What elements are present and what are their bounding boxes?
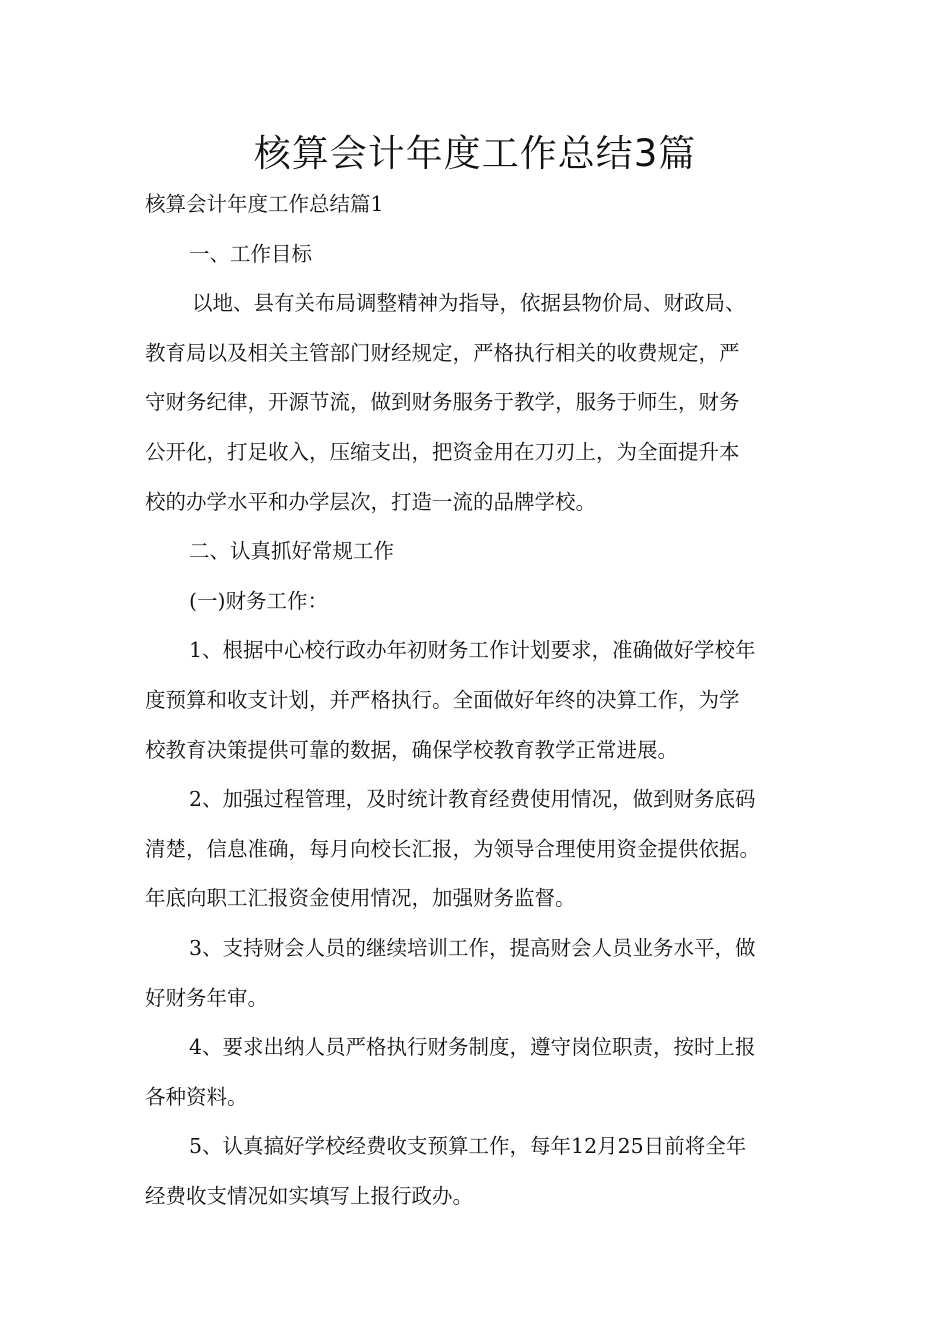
paragraph-heading: 二、认真抓好常规工作 — [189, 539, 394, 564]
paragraph-line: 公开化，打足收入，压缩支出，把资金用在刀刃上，为全面提升本 — [145, 439, 740, 464]
document-body — [145, 180, 815, 1221]
paragraph-line: 教育局以及相关主管部门财经规定，严格执行相关的收费规定，严 — [145, 340, 740, 365]
paragraph-heading: (一)财务工作： — [189, 588, 328, 613]
paragraph-line: 守财务纪律，开源节流，做到财务服务于教学，服务于师生，财务 — [145, 390, 740, 415]
paragraph-heading: 一、工作目标 — [189, 241, 312, 266]
paragraph-line: 以地、县有关布局调整精神为指导，依据县物价局、财政局、 — [192, 291, 746, 316]
paragraph-line: 4、要求出纳人员严格执行财务制度，遵守岗位职责，按时上报 — [189, 1035, 756, 1060]
paragraph-line: 度预算和收支计划，并严格执行。全面做好年终的决算工作，为学 — [145, 687, 740, 712]
section-heading: 核算会计年度工作总结篇1 — [145, 192, 384, 216]
paragraph-line: 好财务年审。 — [145, 985, 268, 1010]
paragraph-line: 经费收支情况如实填写上报行政办。 — [145, 1183, 473, 1208]
paragraph-line: 年底向职工汇报资金使用情况，加强财务监督。 — [145, 886, 576, 911]
paragraph-line: 1、根据中心校行政办年初财务工作计划要求，准确做好学校年 — [189, 638, 756, 663]
paragraph-line: 5、认真搞好学校经费收支预算工作，每年12月25日前将全年 — [189, 1134, 747, 1159]
document-title: 核算会计年度工作总结3篇 — [253, 132, 697, 175]
paragraph-line: 2、加强过程管理，及时统计教育经费使用情况，做到财务底码 — [189, 787, 756, 812]
paragraph-line: 各种资料。 — [145, 1084, 248, 1109]
paragraph-line: 清楚，信息准确，每月向校长汇报，为领导合理使用资金提供依据。 — [145, 836, 760, 861]
paragraph-line: 校教育决策提供可靠的数据，确保学校教育教学正常进展。 — [145, 737, 678, 762]
paragraph-line: 3、支持财会人员的继续培训工作，提高财会人员业务水平，做 — [189, 935, 756, 960]
paragraph-line: 校的办学水平和办学层次，打造一流的品牌学校。 — [145, 489, 596, 514]
